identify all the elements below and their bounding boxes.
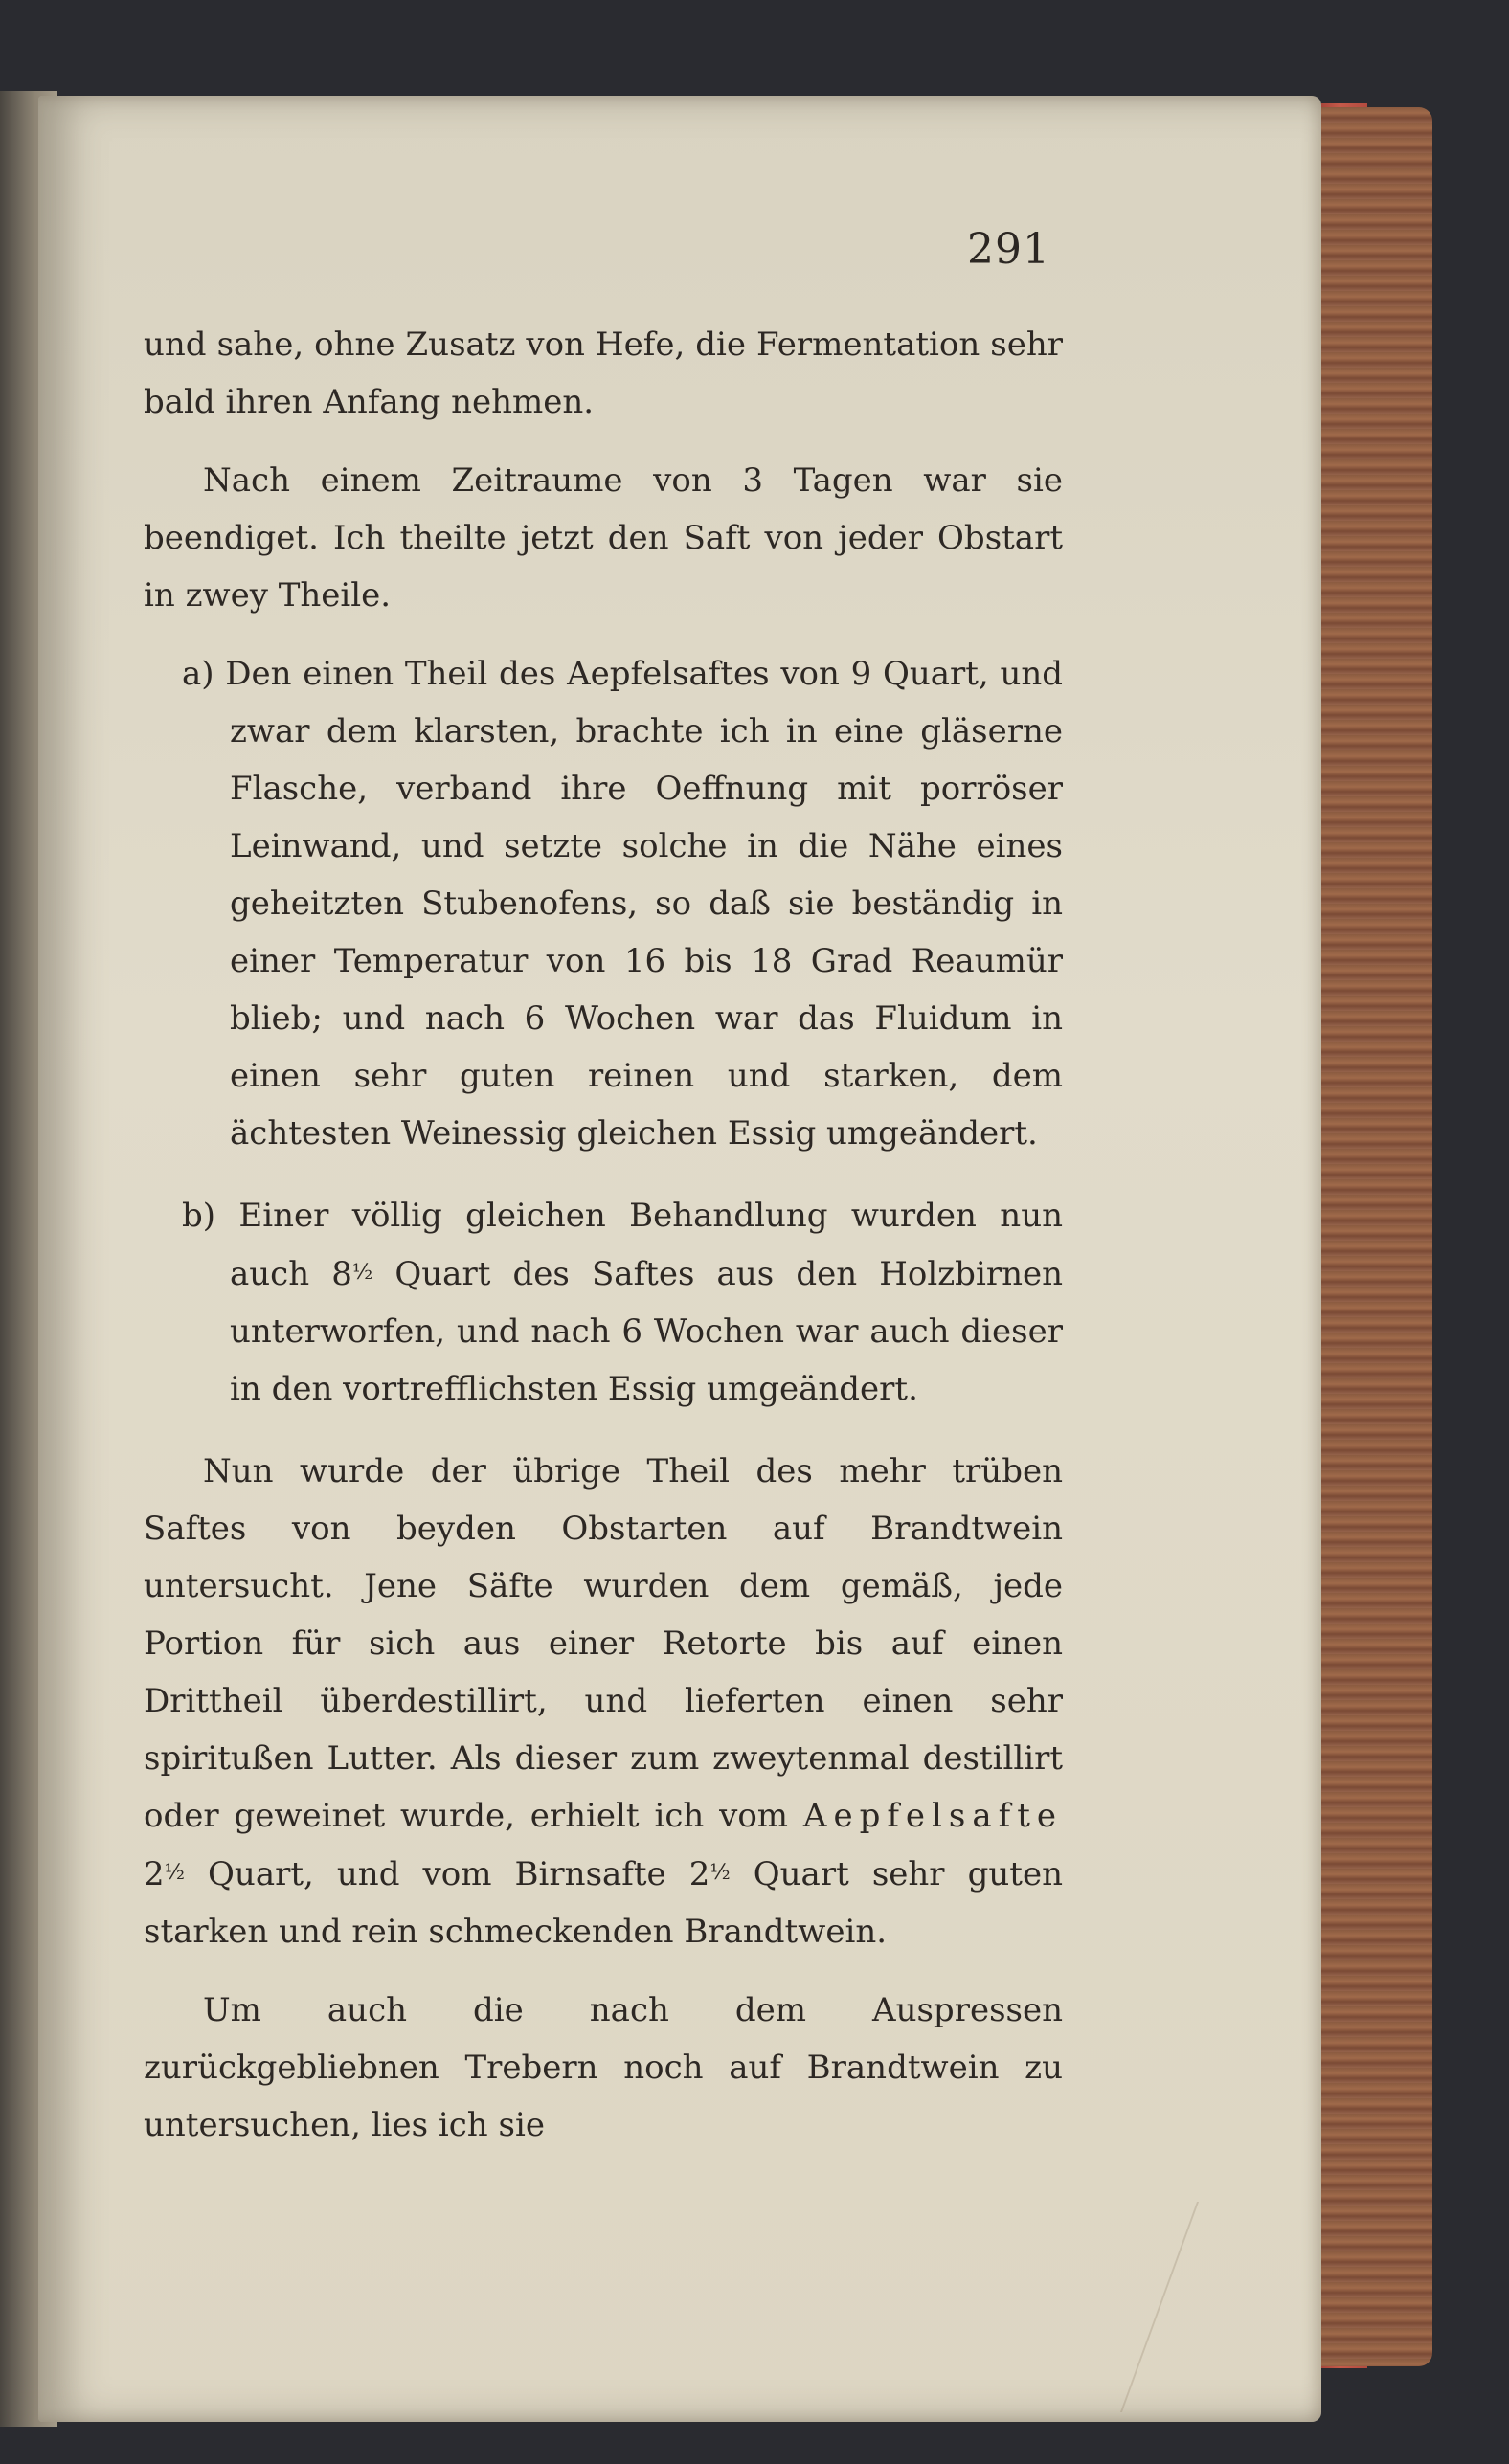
list-item-b-text-1: b) Einer völlig gleichen Behandlung wurden nun auch 8 bbox=[182, 1197, 1063, 1293]
list-item-a: a) Den einen Theil des Aepfelsaftes von 9 Quart, und zwar dem klarsten, brachte ich in eine gläserne Flasche, verband ihre Oeffnung mit porröser Leinwand, und setzte solche in die Nähe eines geheitzten Stubenofens, so daß sie beständig in einer Temperatur von 16 bis 18 Grad Reaumür blieb; und nach 6 Wochen war das Fluidum in einen sehr guten reinen und starken, dem ächtesten Weinessig gleichen Essig umgeändert. bbox=[182, 655, 1063, 1153]
fraction-half-1: ½ bbox=[164, 1861, 185, 1885]
paper-crease bbox=[1120, 2202, 1314, 2412]
paragraph-3-text-3: Quart, und vom Birnsafte 2 bbox=[184, 1855, 710, 1893]
paragraph-3-text-2: 2 bbox=[144, 1855, 165, 1893]
paragraph-3-text-4: Quart sehr guten starken und rein schmeckenden Brandtwein. bbox=[144, 1855, 1063, 1951]
paragraph-2: Nach einem Zeitraume von 3 Tagen war sie beendiget. Ich theilte jetzt den Saft von jeder Obstart in zwey Theile. bbox=[144, 461, 1063, 615]
page-number: 291 bbox=[967, 225, 1050, 274]
book-block-edge bbox=[1319, 107, 1432, 2366]
paragraph-3-text-1: Nun wurde der übrige Theil des mehr trüben Saftes von beyden Obstarten auf Brandtwein untersucht. Jene Säfte wurden dem gemäß, jede Portion für sich aus einer Retorte bis auf einen Drittheil überdestillirt, und lieferten einen sehr spiritußen Lutter. Als dieser zum zweytenmal destillirt oder geweinet wurde, erhielt ich vom bbox=[144, 1452, 1063, 1835]
spaced-word: Aepfelsafte bbox=[802, 1797, 1063, 1835]
list-item-b bbox=[144, 1187, 1063, 1418]
paragraph-4: Um auch die nach dem Auspressen zurückgebliebnen Trebern noch auf Brandtwein zu untersuchen, lies ich sie bbox=[144, 1991, 1063, 2144]
page-text bbox=[144, 316, 1063, 2175]
fraction-half-2: ½ bbox=[709, 1861, 731, 1885]
paragraph-1: und sahe, ohne Zusatz von Hefe, die Fermentation sehr bald ihren Anfang nehmen. bbox=[144, 325, 1063, 421]
paragraph-3 bbox=[144, 1443, 1063, 1960]
list-item-b-text-2: Quart des Saftes aus den Holzbirnen unterworfen, und nach 6 Wochen war auch dieser in den vortrefflichsten Essig umgeändert. bbox=[230, 1255, 1063, 1408]
fraction-half: ½ bbox=[351, 1261, 373, 1285]
